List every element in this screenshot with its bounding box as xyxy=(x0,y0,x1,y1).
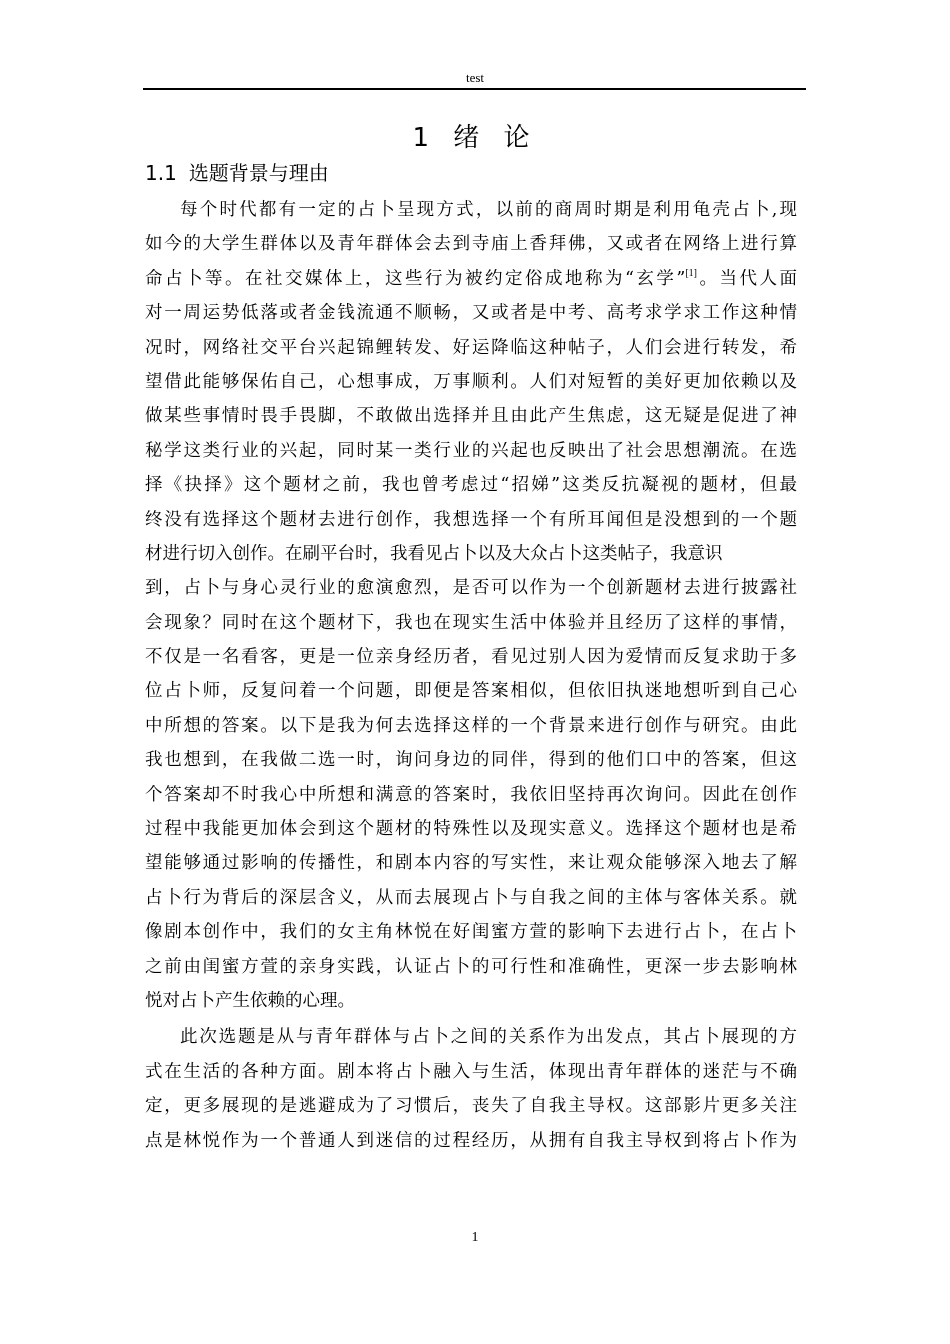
paragraph-line: 占卜行为背后的深层含义，从而去展现占卜与自我之间的主体与客体关系。就 xyxy=(145,887,797,908)
paragraph xyxy=(145,1020,797,1158)
paragraph-line: 材进行切入创作。在刷平台时，我看见占卜以及大众占卜这类帖子，我意识 xyxy=(145,543,723,564)
paragraph-line: 之前由闺蜜方萱的亲身实践，认证占卜的可行性和准确性，更深一步去影响林 xyxy=(145,956,797,977)
paragraph-line: 我也想到，在我做二选一时，询问身边的同伴，得到的他们口中的答案，但这 xyxy=(145,750,797,771)
paragraph-line: 望能够通过影响的传播性，和剧本内容的写实性，来让观众能够深入地去了解 xyxy=(145,853,797,874)
paragraph-line: 对一周运势低落或者金钱流通不顺畅，又或者是中考、高考求学求工作这种情 xyxy=(145,303,797,324)
section-heading xyxy=(145,157,329,186)
paragraph-line: 择《抉择》这个题材之前，我也曾考虑过“招娣”这类反抗凝视的题材，但最 xyxy=(145,475,797,496)
page-number: 1 xyxy=(471,1230,479,1245)
paragraph-line: 中所想的答案。以下是我为何去选择这样的一个背景来进行创作与研究。由此 xyxy=(145,715,797,736)
paragraph-line: 每个时代都有一定的占卜呈现方式，以前的商周时期是利用龟壳占卜,现 xyxy=(180,200,797,220)
paragraph-line: 不仅是一名看客，更是一位亲身经历者，看见过别人因为爱情而反复求助于多 xyxy=(145,647,797,668)
paragraph-line: 望借此能够保佑自己，心想事成，万事顺利。人们对短暂的美好更加依赖以及 xyxy=(145,371,797,392)
paragraph-line: 定，更多展现的是逃避成为了习惯后，丧失了自我主导权。这部影片更多关注 xyxy=(145,1096,797,1117)
paragraph-line-with-citation xyxy=(145,262,797,296)
paragraph-line: 个答案却不时我心中所想和满意的答案时，我依旧坚持再次询问。因此在创作 xyxy=(145,784,797,805)
paragraph-line: 终没有选择这个题材去进行创作，我想选择一个有所耳闻但是没想到的一个题 xyxy=(145,509,797,530)
citation-marker[interactable]: [1] xyxy=(685,267,697,279)
paragraph-line: 如今的大学生群体以及青年群体会去到寺庙上香拜佛，又或者在网络上进行算 xyxy=(145,234,797,255)
paragraph xyxy=(145,193,797,1018)
paragraph-line: 况时，网络社交平台兴起锦鲤转发、好运降临这种帖子，人们会进行转发，希 xyxy=(145,337,797,358)
section-title: 选题背景与理由 xyxy=(188,161,329,185)
paragraph-line: 会现象？同时在这个题材下，我也在现实生活中体验并且经历了这样的事情， xyxy=(145,612,797,633)
body-text xyxy=(145,193,797,1158)
paragraph-line: 点是林悦作为一个普通人到迷信的过程经历，从拥有自我主导权到将占卜作为 xyxy=(145,1130,797,1151)
paragraph-line: 像剧本创作中，我们的女主角林悦在好闺蜜方萱的影响下去进行占卜，在占卜 xyxy=(145,922,797,943)
paragraph-line: 秘学这类行业的兴起，同时某一类行业的兴起也反映出了社会思想潮流。在选 xyxy=(145,440,797,461)
paragraph-line: 到，占卜与身心灵行业的愈演愈烈，是否可以作为一个创新题材去进行披露社 xyxy=(145,578,797,599)
paragraph-line: 过程中我能更加体会到这个题材的特殊性以及现实意义。选择这个题材也是希 xyxy=(145,819,797,840)
paragraph-line: 位占卜师，反复问着一个问题，即便是答案相似，但依旧执迷地想听到自己心 xyxy=(145,681,797,702)
header-rule xyxy=(143,88,806,90)
chapter-title: 1 绪 论 xyxy=(412,123,538,153)
running-header: test xyxy=(465,70,485,85)
paragraph-line-text: 命占卜等。在社交媒体上，这些行为被约定俗成地称为“玄学” xyxy=(145,268,686,289)
section-number: 1.1 xyxy=(145,161,177,185)
paragraph-line: 此次选题是从与青年群体与占卜之间的关系作为出发点，其占卜展现的方 xyxy=(180,1027,797,1048)
paragraph-line: 悦对占卜产生依赖的心理。 xyxy=(145,990,355,1011)
paragraph-line: 做某些事情时畏手畏脚，不敢做出选择并且由此产生焦虑，这无疑是促进了神 xyxy=(145,406,797,427)
paragraph-line: 式在生活的各种方面。剧本将占卜融入与生活，体现出青年群体的迷茫与不确 xyxy=(145,1061,797,1082)
paragraph-line-text: 。当代人面 xyxy=(697,268,797,289)
